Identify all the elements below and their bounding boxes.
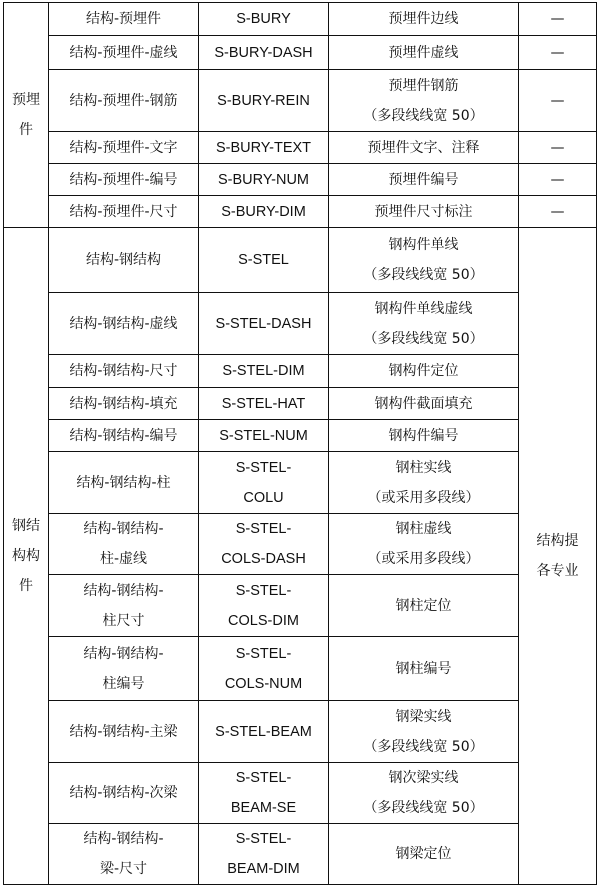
table-row — [4, 824, 597, 885]
table-row — [4, 355, 597, 388]
layer-name-cell: 结构-钢结构 — [49, 228, 199, 293]
layer-name-cell: 结构-预埋件-尺寸 — [49, 196, 199, 228]
layer-desc-cell: 钢构件定位 — [329, 355, 519, 388]
layer-code-cell: S-STEL-HAT — [199, 388, 329, 420]
layer-desc-cell: 预埋件尺寸标注 — [329, 196, 519, 228]
table-row — [4, 420, 597, 452]
table-row — [4, 388, 597, 420]
group-cell-embedded: 预埋 件 — [4, 3, 49, 228]
layer-name-cell: 结构-钢结构-主梁 — [49, 701, 199, 763]
layer-code-cell: S-STEL- COLS-DASH — [199, 514, 329, 575]
mark-cell: — — [519, 36, 597, 70]
layer-code-cell: S-BURY-TEXT — [199, 132, 329, 164]
layer-desc-cell: 钢构件单线 （多段线线宽 50） — [329, 228, 519, 293]
table-row — [4, 36, 597, 70]
layer-name-cell: 结构-钢结构- 柱-虚线 — [49, 514, 199, 575]
layer-desc-cell: 预埋件编号 — [329, 164, 519, 196]
table-row — [4, 575, 597, 637]
mark-cell: — — [519, 132, 597, 164]
layer-name-cell: 结构-预埋件-文字 — [49, 132, 199, 164]
layer-name-cell: 结构-预埋件-虚线 — [49, 36, 199, 70]
table-row — [4, 164, 597, 196]
layer-code-cell: S-BURY — [199, 3, 329, 36]
table-row — [4, 196, 597, 228]
layer-name-cell: 结构-预埋件 — [49, 3, 199, 36]
layer-table — [3, 2, 597, 885]
table-row — [4, 452, 597, 514]
layer-name-cell: 结构-钢结构-填充 — [49, 388, 199, 420]
mark-cell-steel: 结构提 各专业 — [519, 228, 597, 885]
layer-name-cell: 结构-钢结构-尺寸 — [49, 355, 199, 388]
layer-name-cell: 结构-钢结构-次梁 — [49, 763, 199, 824]
layer-code-cell: S-STEL-DIM — [199, 355, 329, 388]
layer-desc-cell: 预埋件钢筋 （多段线线宽 50） — [329, 70, 519, 132]
table-row — [4, 763, 597, 824]
layer-name-cell: 结构-钢结构-柱 — [49, 452, 199, 514]
layer-code-cell: S-STEL-DASH — [199, 293, 329, 355]
group-cell-steel: 钢结 构构 件 — [4, 228, 49, 885]
layer-desc-cell: 预埋件文字、注释 — [329, 132, 519, 164]
layer-code-cell: S-STEL-NUM — [199, 420, 329, 452]
layer-name-cell: 结构-钢结构- 柱编号 — [49, 637, 199, 701]
layer-code-cell: S-BURY-REIN — [199, 70, 329, 132]
table-row — [4, 3, 597, 36]
layer-desc-cell: 钢构件单线虚线 （多段线线宽 50） — [329, 293, 519, 355]
layer-name-cell: 结构-预埋件-编号 — [49, 164, 199, 196]
layer-desc-cell: 钢柱定位 — [329, 575, 519, 637]
layer-code-cell: S-STEL- COLS-NUM — [199, 637, 329, 701]
layer-desc-cell: 预埋件虚线 — [329, 36, 519, 70]
layer-code-cell: S-BURY-NUM — [199, 164, 329, 196]
mark-cell: — — [519, 164, 597, 196]
mark-cell: — — [519, 70, 597, 132]
layer-code-cell: S-STEL- BEAM-DIM — [199, 824, 329, 885]
layer-code-cell: S-STEL- COLS-DIM — [199, 575, 329, 637]
layer-desc-cell: 钢柱实线 （或采用多段线） — [329, 452, 519, 514]
mark-cell: — — [519, 196, 597, 228]
table-row — [4, 293, 597, 355]
layer-code-cell: S-STEL- COLU — [199, 452, 329, 514]
mark-cell: — — [519, 3, 597, 36]
table-row — [4, 132, 597, 164]
table-body — [4, 3, 597, 885]
layer-desc-cell: 钢次梁实线 （多段线线宽 50） — [329, 763, 519, 824]
layer-desc-cell: 钢构件截面填充 — [329, 388, 519, 420]
table-row — [4, 514, 597, 575]
table-row — [4, 228, 597, 293]
layer-code-cell: S-STEL — [199, 228, 329, 293]
layer-code-cell: S-BURY-DIM — [199, 196, 329, 228]
layer-name-cell: 结构-钢结构-虚线 — [49, 293, 199, 355]
layer-name-cell: 结构-钢结构- 梁-尺寸 — [49, 824, 199, 885]
layer-desc-cell: 钢梁实线 （多段线线宽 50） — [329, 701, 519, 763]
layer-desc-cell: 钢柱虚线 （或采用多段线） — [329, 514, 519, 575]
layer-desc-cell: 预埋件边线 — [329, 3, 519, 36]
layer-desc-cell: 钢梁定位 — [329, 824, 519, 885]
layer-code-cell: S-BURY-DASH — [199, 36, 329, 70]
layer-code-cell: S-STEL- BEAM-SE — [199, 763, 329, 824]
layer-desc-cell: 钢构件编号 — [329, 420, 519, 452]
layer-desc-cell: 钢柱编号 — [329, 637, 519, 701]
layer-code-cell: S-STEL-BEAM — [199, 701, 329, 763]
layer-name-cell: 结构-预埋件-钢筋 — [49, 70, 199, 132]
layer-name-cell: 结构-钢结构- 柱尺寸 — [49, 575, 199, 637]
table-row — [4, 701, 597, 763]
layer-name-cell: 结构-钢结构-编号 — [49, 420, 199, 452]
table-row — [4, 637, 597, 701]
table-row — [4, 70, 597, 132]
